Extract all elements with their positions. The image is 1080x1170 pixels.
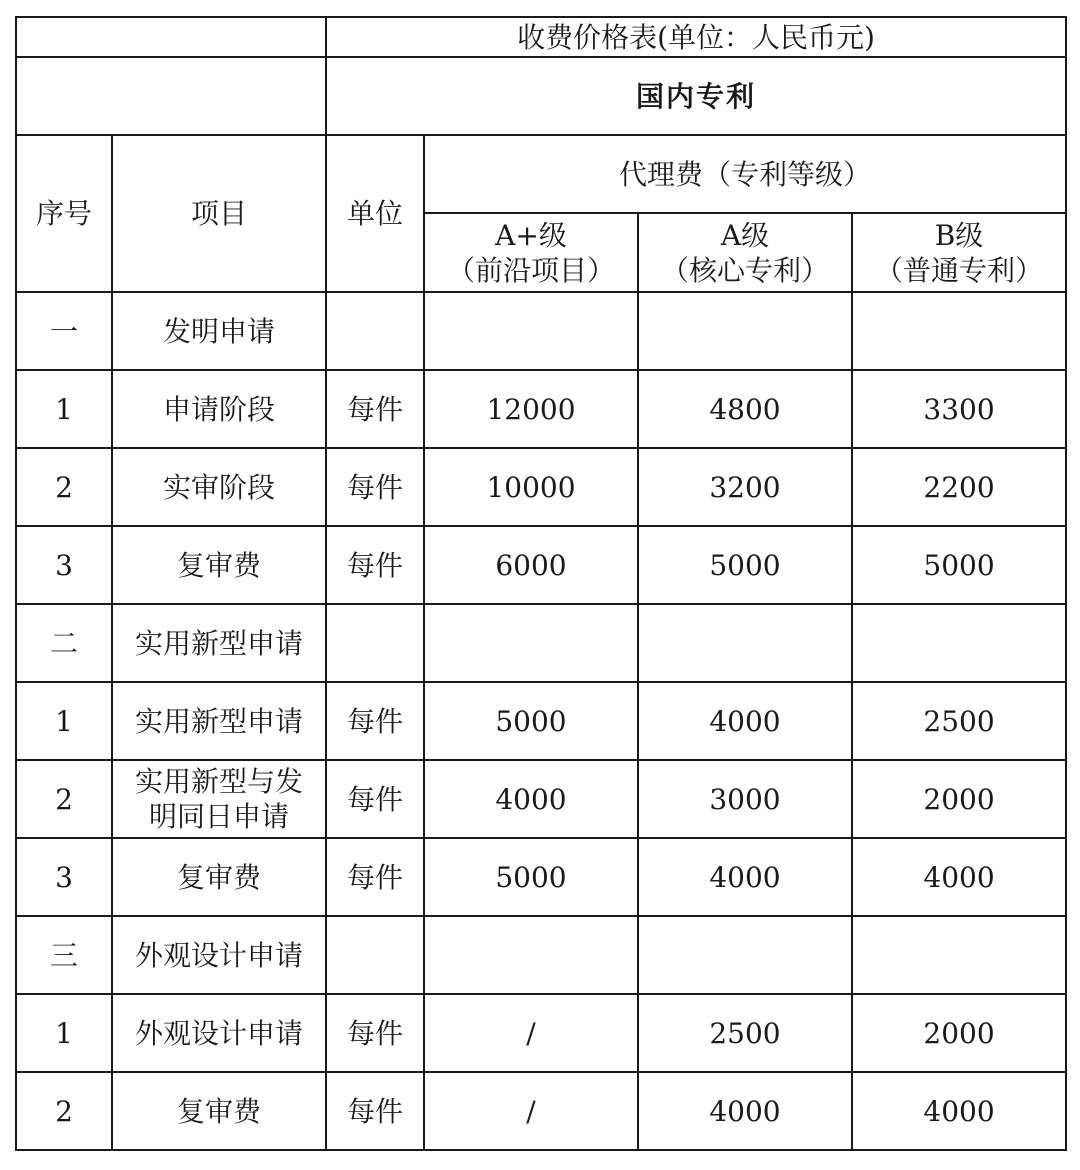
row-item-text: 外观设计申请	[134, 1016, 303, 1050]
table-body	[16, 292, 1066, 1150]
fee-a-plus: /	[424, 1072, 638, 1150]
row-unit: 每件	[326, 370, 424, 448]
caption-row	[16, 17, 1066, 57]
row-seq: 1	[16, 682, 112, 760]
fee-a-plus: 5000	[424, 838, 638, 916]
row-item-text: 复审费	[176, 1094, 261, 1128]
row-item	[112, 994, 326, 1072]
empty-cell	[326, 292, 424, 370]
row-item	[112, 682, 326, 760]
empty-cell	[424, 916, 638, 994]
header-grade-a-plus	[424, 213, 638, 292]
fee-a-plus: 4000	[424, 760, 638, 838]
row-unit: 每件	[326, 838, 424, 916]
grade-label: A+级	[495, 218, 567, 252]
header-agency-fee: 代理费（专利等级）	[424, 135, 1066, 213]
row-seq: 3	[16, 526, 112, 604]
grade-description: （核心专利）	[660, 253, 829, 287]
row-item-text: 复审费	[176, 860, 261, 894]
table-row	[16, 682, 1066, 760]
fee-b: 4000	[852, 1072, 1066, 1150]
table-row	[16, 994, 1066, 1072]
subtitle-row	[16, 57, 1066, 135]
section-name: 发明申请	[112, 292, 326, 370]
grade-description: （前沿项目）	[446, 253, 615, 287]
fee-a-plus: 5000	[424, 682, 638, 760]
row-seq: 1	[16, 994, 112, 1072]
row-seq: 2	[16, 448, 112, 526]
table-subtitle: 国内专利	[326, 57, 1066, 135]
row-unit: 每件	[326, 760, 424, 838]
fee-b: 4000	[852, 838, 1066, 916]
grade-label: A级	[720, 218, 770, 252]
row-item-text: 实用新型与发	[134, 765, 303, 798]
row-item-text: 复审费	[176, 548, 261, 582]
fee-b: 2000	[852, 994, 1066, 1072]
fee-b: 3300	[852, 370, 1066, 448]
section-name: 外观设计申请	[112, 916, 326, 994]
fee-b: 2500	[852, 682, 1066, 760]
grade-label: B级	[934, 218, 984, 252]
row-seq: 1	[16, 370, 112, 448]
fee-a: 2500	[638, 994, 852, 1072]
empty-cell	[638, 604, 852, 682]
fee-a-plus: 6000	[424, 526, 638, 604]
row-unit: 每件	[326, 448, 424, 526]
row-item-text: 实审阶段	[162, 470, 275, 504]
fee-a-plus: /	[424, 994, 638, 1072]
section-row	[16, 604, 1066, 682]
row-unit: 每件	[326, 526, 424, 604]
table-row	[16, 838, 1066, 916]
fee-a-plus: 12000	[424, 370, 638, 448]
header-row-1	[16, 135, 1066, 213]
empty-cell	[424, 604, 638, 682]
section-seq: 三	[16, 916, 112, 994]
section-row	[16, 916, 1066, 994]
header-item: 项目	[112, 135, 326, 292]
row-item-text: 明同日申请	[148, 800, 289, 833]
fee-a: 4000	[638, 1072, 852, 1150]
row-item	[112, 526, 326, 604]
grade-description: （普通专利）	[875, 253, 1044, 287]
table-row	[16, 760, 1066, 838]
row-seq: 2	[16, 760, 112, 838]
fee-a: 4000	[638, 682, 852, 760]
fee-a: 4800	[638, 370, 852, 448]
empty-cell	[326, 604, 424, 682]
section-name: 实用新型申请	[112, 604, 326, 682]
table-row	[16, 1072, 1066, 1150]
row-seq: 3	[16, 838, 112, 916]
empty-cell	[326, 916, 424, 994]
fee-a: 3000	[638, 760, 852, 838]
fee-a: 4000	[638, 838, 852, 916]
caption-blank-cell	[16, 17, 326, 57]
empty-cell	[852, 292, 1066, 370]
empty-cell	[638, 916, 852, 994]
header-grade-b	[852, 213, 1066, 292]
subtitle-blank-cell	[16, 57, 326, 135]
section-seq: 二	[16, 604, 112, 682]
row-unit: 每件	[326, 1072, 424, 1150]
table-row	[16, 448, 1066, 526]
table-caption: 收费价格表(单位：人民币元)	[326, 17, 1066, 57]
row-item	[112, 370, 326, 448]
fee-b: 5000	[852, 526, 1066, 604]
header-seq: 序号	[16, 135, 112, 292]
row-unit: 每件	[326, 994, 424, 1072]
empty-cell	[638, 292, 852, 370]
row-seq: 2	[16, 1072, 112, 1150]
row-item	[112, 760, 326, 838]
fee-a: 3200	[638, 448, 852, 526]
empty-cell	[424, 292, 638, 370]
table-row	[16, 526, 1066, 604]
fee-a: 5000	[638, 526, 852, 604]
section-seq: 一	[16, 292, 112, 370]
table-row	[16, 370, 1066, 448]
row-item	[112, 1072, 326, 1150]
fee-a-plus: 10000	[424, 448, 638, 526]
header-grade-a	[638, 213, 852, 292]
fee-b: 2000	[852, 760, 1066, 838]
row-item-text: 申请阶段	[162, 392, 275, 426]
empty-cell	[852, 604, 1066, 682]
fee-b: 2200	[852, 448, 1066, 526]
row-item-text: 实用新型申请	[134, 704, 303, 738]
empty-cell	[852, 916, 1066, 994]
row-item	[112, 448, 326, 526]
section-row	[16, 292, 1066, 370]
price-sheet	[15, 16, 1067, 1151]
header-unit: 单位	[326, 135, 424, 292]
row-unit: 每件	[326, 682, 424, 760]
row-item	[112, 838, 326, 916]
price-table	[15, 16, 1067, 1151]
